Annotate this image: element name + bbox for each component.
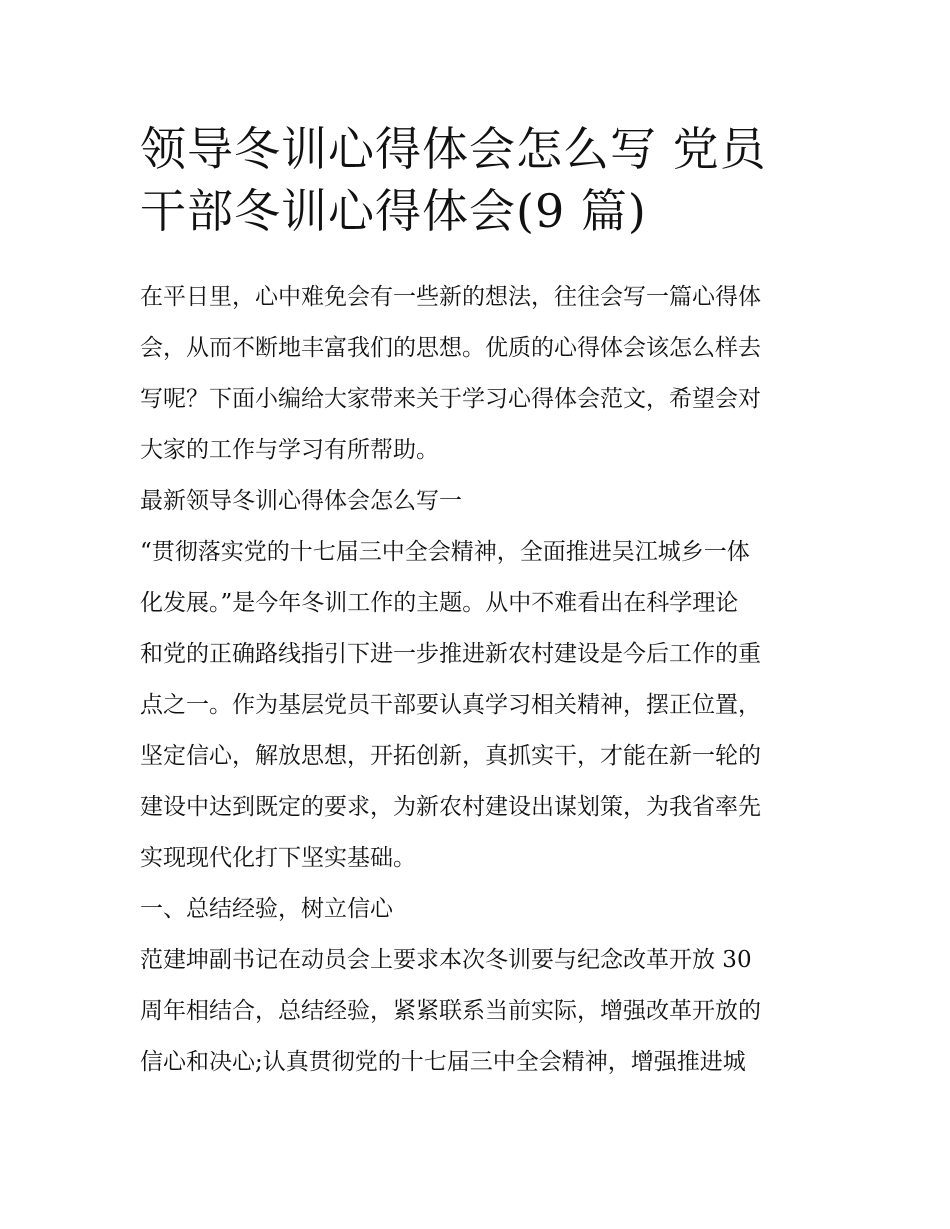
body-paragraph [140, 935, 812, 1088]
text-line: 化发展。”是今年冬训工作的主题。从中不难看出在科学理论 [140, 590, 739, 616]
text-line: 周年相结合，总结经验，紧紧联系当前实际，增强改革开放的 [140, 998, 761, 1024]
text-line: “贯彻落实党的十七届三中全会精神，全面推进吴江城乡一体 [140, 539, 750, 565]
text-line: 和党的正确路线指引下进一步推进新农村建设是今后工作的重 [140, 641, 761, 667]
title-line: 干部冬训心得体会(9 篇) [140, 184, 647, 238]
text-line: 一、总结经验，树立信心 [140, 896, 393, 922]
text-line: 信心和决心;认真贯彻党的十七届三中全会精神，增强推进城 [140, 1049, 746, 1075]
document-title [140, 118, 812, 242]
text-line: 坚定信心，解放思想，开拓创新，真抓实干，才能在新一轮的 [140, 743, 761, 769]
text-line: 实现现代化打下坚实基础。 [140, 845, 416, 871]
body-paragraph [140, 527, 812, 884]
text-line: 会，从而不断地丰富我们的思想。优质的心得体会该怎么样去 [140, 335, 761, 361]
text-line: 在平日里，心中难免会有一些新的想法，往往会写一篇心得体 [140, 284, 761, 310]
text-line: 大家的工作与学习有所帮助。 [140, 437, 439, 463]
title-line: 领导冬训心得体会怎么写 党员 [140, 122, 767, 176]
intro-paragraph [140, 272, 812, 476]
document-content [140, 118, 812, 1088]
text-line: 点之一。作为基层党员干部要认真学习相关精神，摆正位置， [140, 692, 761, 718]
document-body [140, 272, 812, 1088]
text-line: 最新领导冬训心得体会怎么写一 [140, 488, 462, 514]
text-line: 写呢？下面小编给大家带来关于学习心得体会范文，希望会对 [140, 386, 761, 412]
subsection-heading [140, 884, 812, 935]
text-line: 建设中达到既定的要求，为新农村建设出谋划策，为我省率先 [140, 794, 761, 820]
section-heading [140, 476, 812, 527]
text-line: 范建坤副书记在动员会上要求本次冬训要与纪念改革开放 30 [140, 947, 752, 973]
